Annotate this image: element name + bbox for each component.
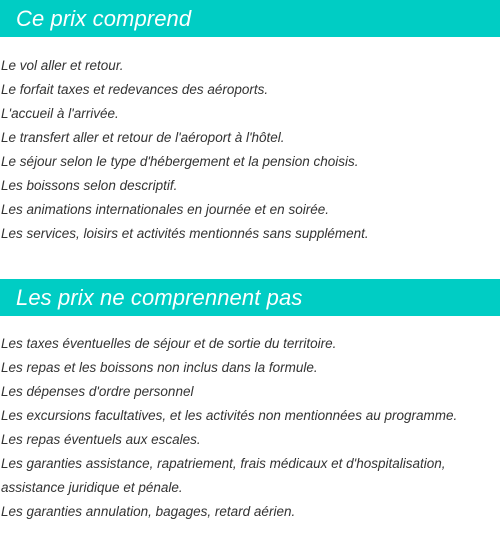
list-item: Le séjour selon le type d'hébergement et la pension choisis. (1, 154, 359, 169)
list-item: Le transfert aller et retour de l'aéroport à l'hôtel. (1, 130, 285, 145)
list-item: Les garanties assistance, rapatriement, frais médicaux et d'hospitalisation, assistance juridique et pénale. (1, 456, 446, 495)
excluded-section (0, 279, 500, 524)
included-title: Ce prix comprend (0, 0, 500, 37)
list-item: Les taxes éventuelles de séjour et de sortie du territoire. (1, 336, 337, 351)
list-item: Les excursions facultatives, et les activités non mentionnées au programme. (1, 408, 458, 423)
list-item: Le vol aller et retour. (1, 58, 124, 73)
list-item: Les dépenses d'ordre personnel (1, 384, 194, 399)
list-item: Les garanties annulation, bagages, retard aérien. (1, 504, 296, 519)
list-item: Les services, loisirs et activités mentionnés sans supplément. (1, 226, 369, 241)
list-item: L'accueil à l'arrivée. (1, 106, 119, 121)
list-item: Les animations internationales en journée et en soirée. (1, 202, 329, 217)
excluded-title: Les prix ne comprennent pas (0, 279, 500, 316)
included-section (0, 0, 500, 246)
list-item: Les repas et les boissons non inclus dans la formule. (1, 360, 318, 375)
list-item: Les boissons selon descriptif. (1, 178, 178, 193)
list-item: Le forfait taxes et redevances des aéroports. (1, 82, 269, 97)
list-item: Les repas éventuels aux escales. (1, 432, 201, 447)
excluded-list (0, 332, 500, 524)
included-list (0, 54, 500, 246)
